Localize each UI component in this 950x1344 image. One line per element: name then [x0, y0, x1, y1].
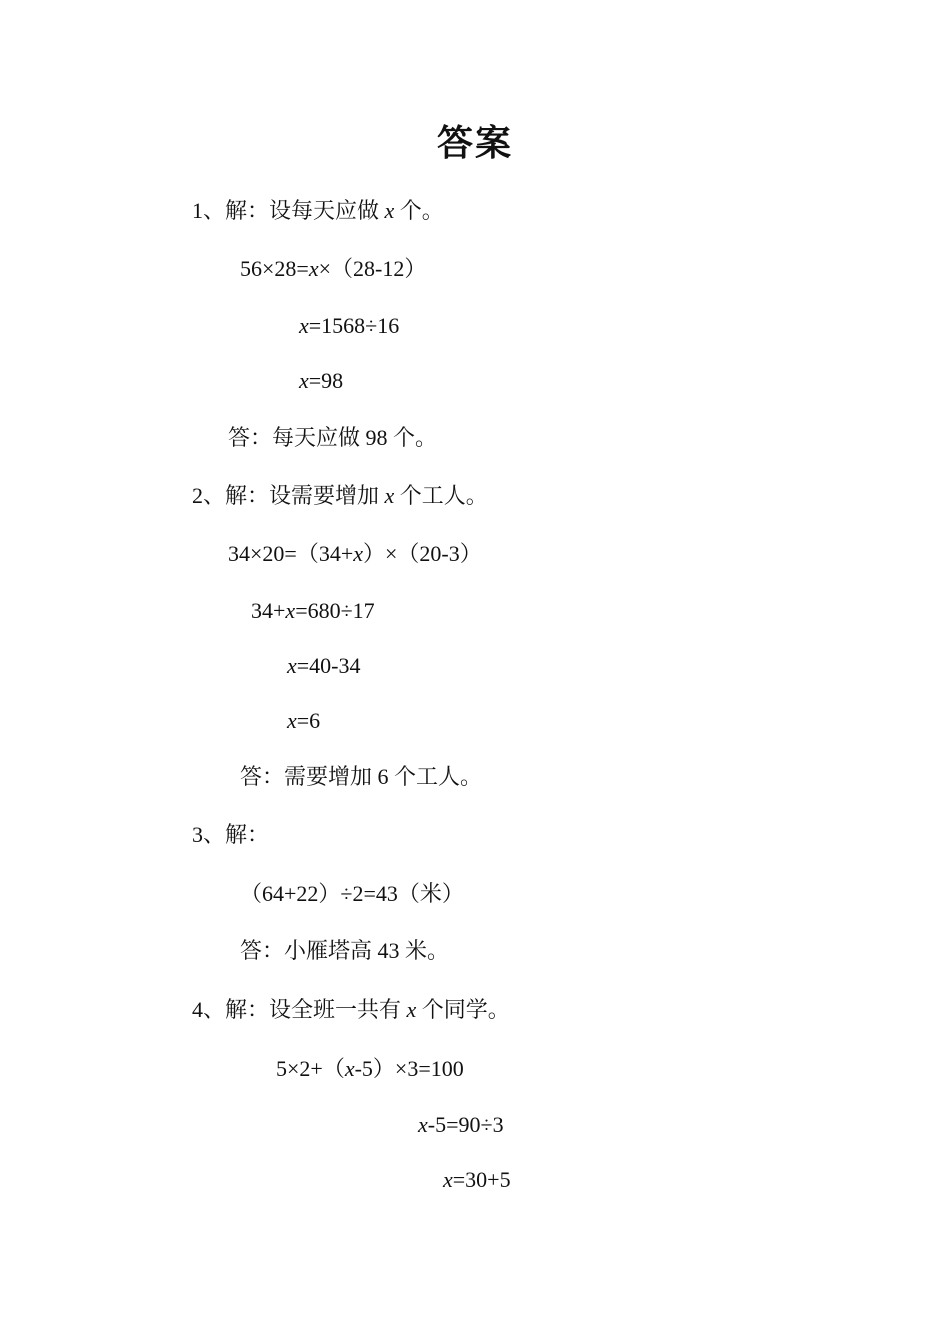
problem-2-setup [192, 481, 488, 511]
text-segment: 个同学。 [416, 997, 510, 1022]
text-segment: 34×20=（34+ [228, 541, 354, 566]
text-segment: 1、解：设每天应做 [192, 198, 385, 223]
problem-3-equation [240, 879, 464, 909]
variable-x: x [299, 313, 309, 338]
variable-x: x [287, 708, 297, 733]
variable-x: x [299, 368, 309, 393]
text-segment: 个。 [394, 198, 444, 223]
variable-x: x [384, 198, 395, 223]
text-segment: 3、解： [192, 822, 270, 847]
problem-4-step-1 [418, 1110, 504, 1140]
variable-x: x [384, 483, 395, 508]
text-segment: 56×28= [240, 256, 309, 281]
problem-1-step-2 [299, 366, 343, 396]
problem-2-step-2 [287, 651, 361, 681]
problem-1-equation [240, 254, 426, 284]
text-segment: -5=90÷3 [427, 1112, 504, 1137]
problem-3-answer [240, 936, 449, 966]
page-title: 答案 [436, 123, 513, 163]
problem-4-step-2 [443, 1165, 511, 1195]
variable-x: x [443, 1167, 453, 1192]
text-segment: ×（28-12） [318, 256, 427, 281]
text-segment: ）×（20-3） [363, 541, 482, 566]
variable-x: x [406, 997, 417, 1022]
problem-4-setup [192, 995, 510, 1025]
text-segment: -5）×3=100 [354, 1056, 464, 1081]
variable-x: x [344, 1056, 355, 1081]
text-segment: =40-34 [296, 653, 361, 678]
text-segment: 答：小雁塔高 43 米。 [240, 938, 450, 963]
text-segment: （64+22）÷2=43（米） [240, 881, 464, 906]
text-segment: 2、解：设需要增加 [192, 483, 385, 508]
problem-2-step-1 [251, 596, 375, 626]
problem-2-answer [240, 762, 482, 792]
variable-x: x [418, 1112, 428, 1137]
variable-x: x [285, 598, 296, 623]
text-segment: =680÷17 [295, 598, 375, 623]
problem-2-equation [228, 539, 482, 569]
text-segment: 答：需要增加 6 个工人。 [240, 764, 483, 789]
text-segment: =1568÷16 [308, 313, 400, 338]
problem-1-step-1 [299, 311, 399, 341]
text-segment: =30+5 [452, 1167, 511, 1192]
problem-4-equation [276, 1054, 464, 1084]
text-segment: 答：每天应做 98 个。 [228, 425, 438, 450]
text-segment: =98 [308, 368, 344, 393]
variable-x: x [287, 653, 297, 678]
problem-3-setup [192, 820, 269, 850]
problem-1-setup [192, 196, 444, 226]
variable-x: x [353, 541, 363, 566]
text-segment: 个工人。 [394, 483, 488, 508]
text-segment: =6 [296, 708, 321, 733]
text-segment: 34+ [251, 598, 286, 623]
text-segment: 4、解：设全班一共有 [192, 997, 407, 1022]
problem-2-step-3 [287, 706, 320, 736]
text-segment: 5×2+（ [276, 1056, 345, 1081]
problem-1-answer [228, 423, 437, 453]
variable-x: x [308, 256, 319, 281]
